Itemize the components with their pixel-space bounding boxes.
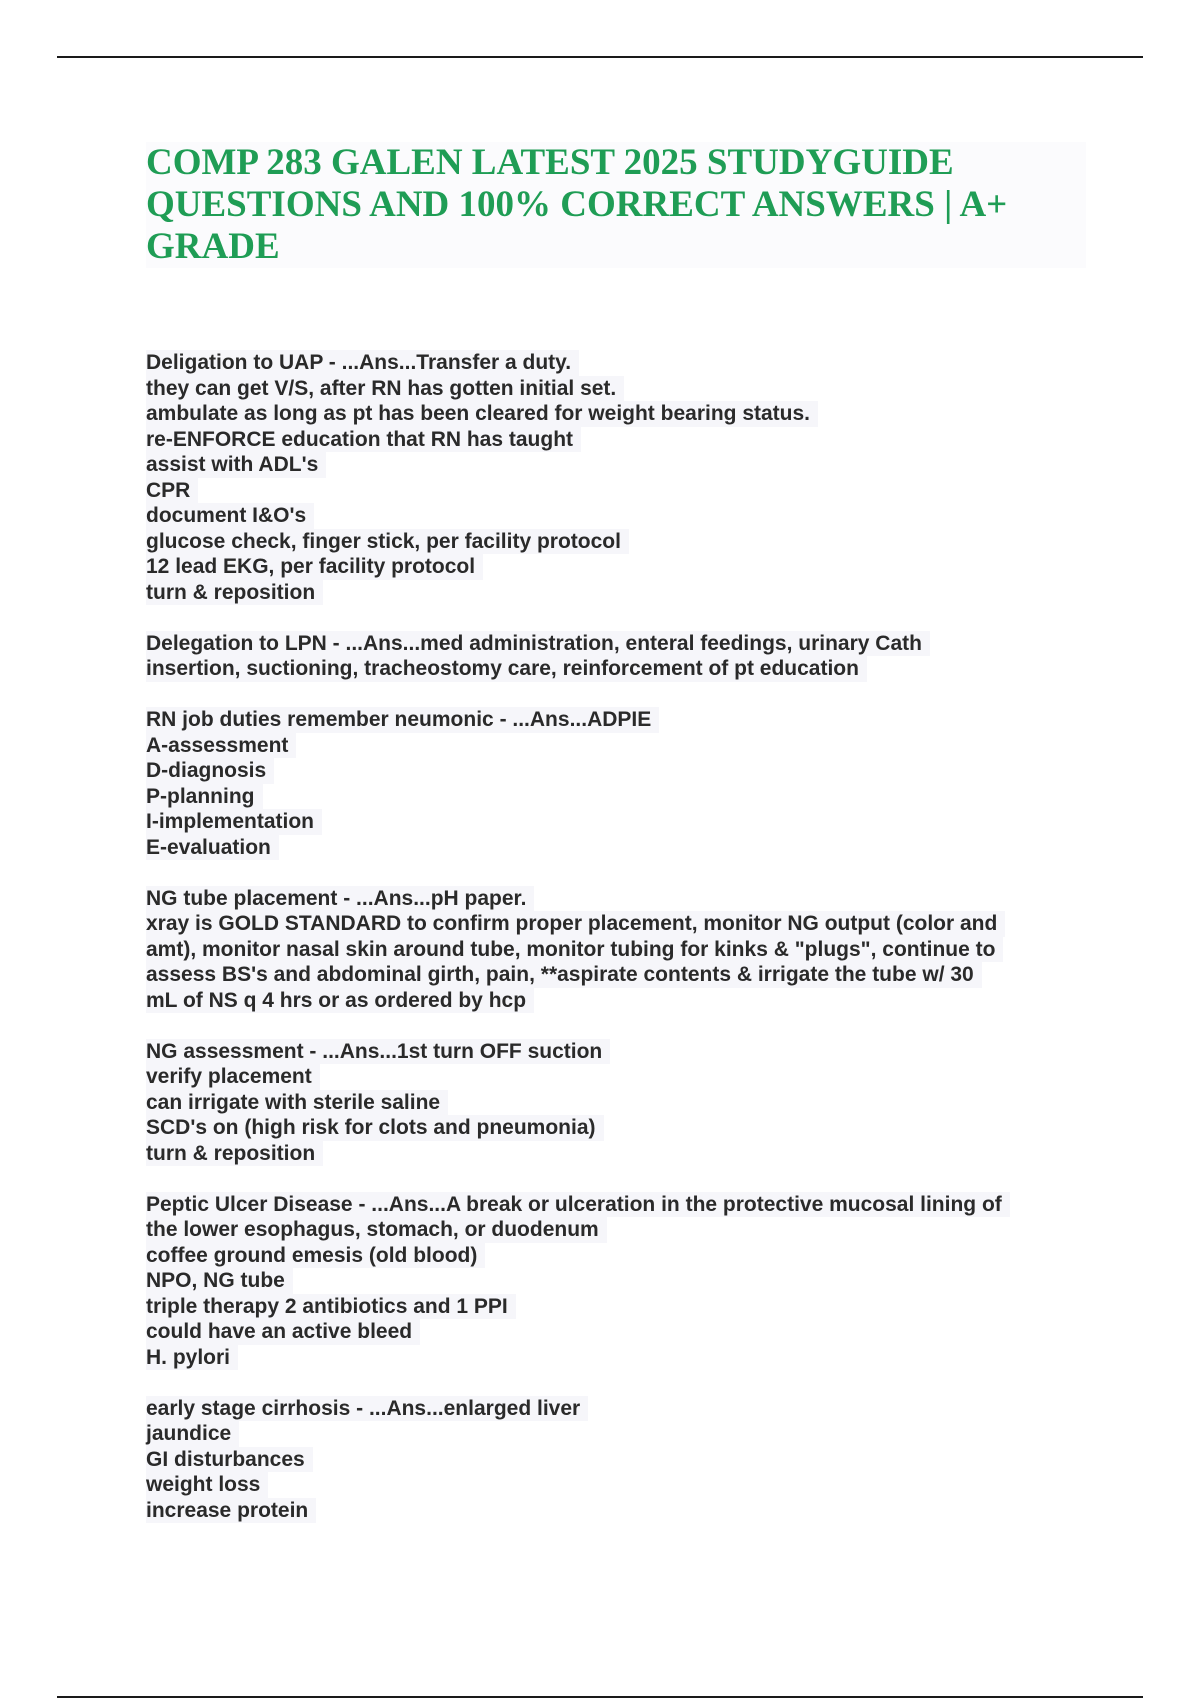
qa-line: ambulate as long as pt has been cleared for weight bearing status. — [146, 401, 818, 427]
document-title: COMP 283 GALEN LATEST 2025 STUDYGUIDE QUESTIONS AND 100% CORRECT ANSWERS | A+ GRADE — [146, 142, 1086, 268]
qa-line: A-assessment — [146, 733, 296, 759]
document-body — [146, 142, 1086, 1549]
qa-line: D-diagnosis — [146, 758, 274, 784]
qa-line: weight loss — [146, 1472, 268, 1498]
qa-entry — [146, 707, 1086, 860]
qa-line: I-implementation — [146, 809, 322, 835]
qa-line: turn & reposition — [146, 580, 323, 606]
qa-line: coffee ground emesis (old blood) — [146, 1243, 485, 1269]
qa-entry — [146, 631, 1086, 682]
qa-line: E-evaluation — [146, 835, 279, 861]
qa-line: NG tube placement - ...Ans...pH paper. — [146, 886, 534, 912]
qa-line: re-ENFORCE education that RN has taught — [146, 427, 581, 453]
qa-line: jaundice — [146, 1421, 239, 1447]
top-rule — [57, 56, 1143, 58]
qa-line: they can get V/S, after RN has gotten initial set. — [146, 376, 624, 402]
qa-line: insertion, suctioning, tracheostomy care, reinforcement of pt education — [146, 656, 867, 682]
qa-line: RN job duties remember neumonic - ...Ans...ADPIE — [146, 707, 659, 733]
qa-line: could have an active bleed — [146, 1319, 420, 1345]
qa-entry — [146, 1039, 1086, 1167]
bottom-rule — [57, 1696, 1143, 1698]
qa-line: turn & reposition — [146, 1141, 323, 1167]
qa-line: verify placement — [146, 1064, 320, 1090]
qa-line: GI disturbances — [146, 1447, 313, 1473]
qa-line: amt), monitor nasal skin around tube, monitor tubing for kinks & "plugs", continue to — [146, 937, 1003, 963]
qa-line: glucose check, finger stick, per facility protocol — [146, 529, 629, 555]
qa-list — [146, 350, 1086, 1523]
qa-line: assist with ADL's — [146, 452, 326, 478]
qa-entry — [146, 1192, 1086, 1371]
qa-line: assess BS's and abdominal girth, pain, **aspirate contents & irrigate the tube w/ 30 — [146, 962, 982, 988]
qa-line: Peptic Ulcer Disease - ...Ans...A break or ulceration in the protective mucosal lining of — [146, 1192, 1010, 1218]
qa-entry — [146, 350, 1086, 605]
qa-line: SCD's on (high risk for clots and pneumonia) — [146, 1115, 604, 1141]
qa-line: document I&O's — [146, 503, 314, 529]
qa-line: triple therapy 2 antibiotics and 1 PPI — [146, 1294, 516, 1320]
qa-line: 12 lead EKG, per facility protocol — [146, 554, 483, 580]
qa-entry — [146, 1396, 1086, 1524]
qa-line: the lower esophagus, stomach, or duodenum — [146, 1217, 607, 1243]
qa-line: NPO, NG tube — [146, 1268, 293, 1294]
qa-line: increase protein — [146, 1498, 316, 1524]
qa-line: NG assessment - ...Ans...1st turn OFF suction — [146, 1039, 610, 1065]
qa-line: mL of NS q 4 hrs or as ordered by hcp — [146, 988, 534, 1014]
qa-line: H. pylori — [146, 1345, 238, 1371]
qa-line: CPR — [146, 478, 198, 504]
qa-line: Deligation to UAP - ...Ans...Transfer a duty. — [146, 350, 579, 376]
qa-line: xray is GOLD STANDARD to confirm proper placement, monitor NG output (color and — [146, 911, 1005, 937]
qa-entry — [146, 886, 1086, 1014]
qa-line: early stage cirrhosis - ...Ans...enlarged liver — [146, 1396, 588, 1422]
qa-line: can irrigate with sterile saline — [146, 1090, 448, 1116]
qa-line: P-planning — [146, 784, 263, 810]
qa-line: Delegation to LPN - ...Ans...med administration, enteral feedings, urinary Cath — [146, 631, 930, 657]
